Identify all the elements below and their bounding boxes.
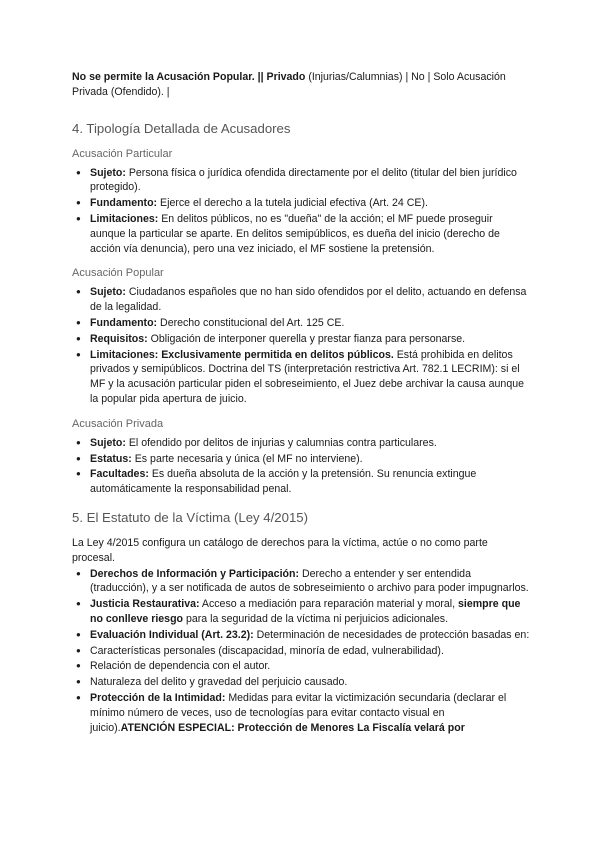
item-text: Derecho a entender y ser entendida (traducción), y a ser notificada de autos de sobreseimiento o archivo para poder impugnarlos. xyxy=(90,567,529,595)
heading-acusacion-popular: Acusación Popular xyxy=(72,267,164,280)
section-5-intro: La Ley 4/2015 configura un catálogo de derechos para la víctima, actúe o no como parte procesal. xyxy=(72,536,488,564)
item-text: para la seguridad de la víctima ni perjuicios adicionales. xyxy=(183,612,449,625)
lead-paragraph xyxy=(72,70,530,100)
heading-acusacion-particular: Acusación Particular xyxy=(72,147,173,160)
section-4-title: 4. Tipología Detallada de Acusadores xyxy=(72,120,291,136)
list-item xyxy=(90,196,530,211)
item-label: Sujeto: xyxy=(90,286,126,299)
item-label: Justicia Restaurativa: xyxy=(90,598,200,611)
item-text: Naturaleza del delito y gravedad del perjuicio causado. xyxy=(90,676,348,689)
item-label: Derechos de Información y Participación: xyxy=(90,567,299,580)
item-text: Es dueña absoluta de la acción y la pretensión. Su renuncia extingue automáticamente la responsabilidad penal. xyxy=(90,468,477,496)
item-text: Persona física o jurídica ofendida directamente por el delito (titular del bien jurídico protegido). xyxy=(90,166,517,194)
item-label: Protección de la Intimidad: xyxy=(90,691,226,704)
list-item xyxy=(90,467,530,497)
item-label: Sujeto: xyxy=(90,166,126,179)
item-emphasis: Exclusivamente permitida en delitos públicos. xyxy=(158,348,394,361)
list-item xyxy=(90,166,530,196)
lead-text: (Injurias/Calumnias) | No | Solo Acusación Privada (Ofendido). | xyxy=(72,71,506,98)
item-label: Fundamento: xyxy=(90,316,158,329)
item-emphasis: ATENCIÓN ESPECIAL: Protección de Menores xyxy=(120,721,355,734)
list-item xyxy=(90,628,530,643)
item-text: Está prohibida en delitos privados y semipúblicos. Doctrina del TS (interpretación restrictiva Art. 782.1 LECRIM): si el MF y la acusación particular piden el sobreseimiento, el Juez debe archivar la causa aunque la popular pida apertura de juicio. xyxy=(90,348,524,405)
list-item xyxy=(90,436,530,451)
item-label: Estatus: xyxy=(90,452,132,465)
item-emphasis: siempre que no conlleve riesgo xyxy=(90,598,521,625)
list-acusacion-privada xyxy=(72,436,530,497)
list-item xyxy=(90,567,530,597)
item-label: Limitaciones: xyxy=(90,348,159,361)
list-acusacion-popular xyxy=(72,285,530,406)
list-item xyxy=(90,212,530,256)
document-page xyxy=(72,70,530,736)
section-5-title: 5. El Estatuto de la Víctima (Ley 4/2015) xyxy=(72,509,309,525)
item-text: Medidas para evitar la victimización secundaria (declarar el mínimo número de veces, uso de tecnologías para evitar contacto visual en juicio). xyxy=(90,691,507,734)
item-text: Derecho constitucional del Art. 125 CE. xyxy=(157,316,345,329)
item-label: Facultades: xyxy=(90,468,149,481)
list-acusacion-particular xyxy=(72,166,530,257)
item-label: Evaluación Individual (Art. 23.2): xyxy=(90,628,254,641)
list-estatuto-victima xyxy=(72,567,530,736)
list-item xyxy=(90,285,530,315)
list-item xyxy=(90,452,530,467)
item-label: Limitaciones: xyxy=(90,212,159,225)
list-item xyxy=(90,316,530,331)
item-text: Es parte necesaria y única (el MF no interviene). xyxy=(131,452,363,465)
list-item xyxy=(90,332,530,347)
item-text: Relación de dependencia con el autor. xyxy=(90,660,271,673)
item-text: Ejerce el derecho a la tutela judicial efectiva (Art. 24 CE). xyxy=(157,197,428,210)
item-text: Determinación de necesidades de protección basadas en: xyxy=(253,628,530,641)
item-emphasis: La Fiscalía velará por xyxy=(354,721,465,734)
lead-bold: No se permite la Acusación Popular. || Privado xyxy=(72,71,306,83)
list-item xyxy=(90,691,530,735)
item-text: Obligación de interponer querella y prestar fianza para personarse. xyxy=(147,332,466,345)
list-item xyxy=(90,644,530,659)
item-text: En delitos públicos, no es "dueña" de la acción; el MF puede proseguir aunque la particular se aparte. En delitos semipúblicos, es dueña del inicio (derecho de acción vía denuncia), pero una vez iniciado, el MF sostiene la pretensión. xyxy=(90,212,500,255)
item-text: Acceso a mediación para reparación material y moral, xyxy=(199,598,459,611)
list-item xyxy=(90,348,530,407)
item-label: Sujeto: xyxy=(90,436,126,449)
item-label: Requisitos: xyxy=(90,332,148,345)
item-text: Ciudadanos españoles que no han sido ofendidos por el delito, actuando en defensa de la legalidad. xyxy=(90,286,527,314)
list-item xyxy=(90,675,530,690)
item-text: Características personales (discapacidad, minoría de edad, vulnerabilidad). xyxy=(90,644,444,657)
list-item xyxy=(90,659,530,674)
item-text: El ofendido por delitos de injurias y calumnias contra particulares. xyxy=(125,436,437,449)
item-label: Fundamento: xyxy=(90,197,158,210)
heading-acusacion-privada: Acusación Privada xyxy=(72,417,164,430)
list-item xyxy=(90,597,530,627)
